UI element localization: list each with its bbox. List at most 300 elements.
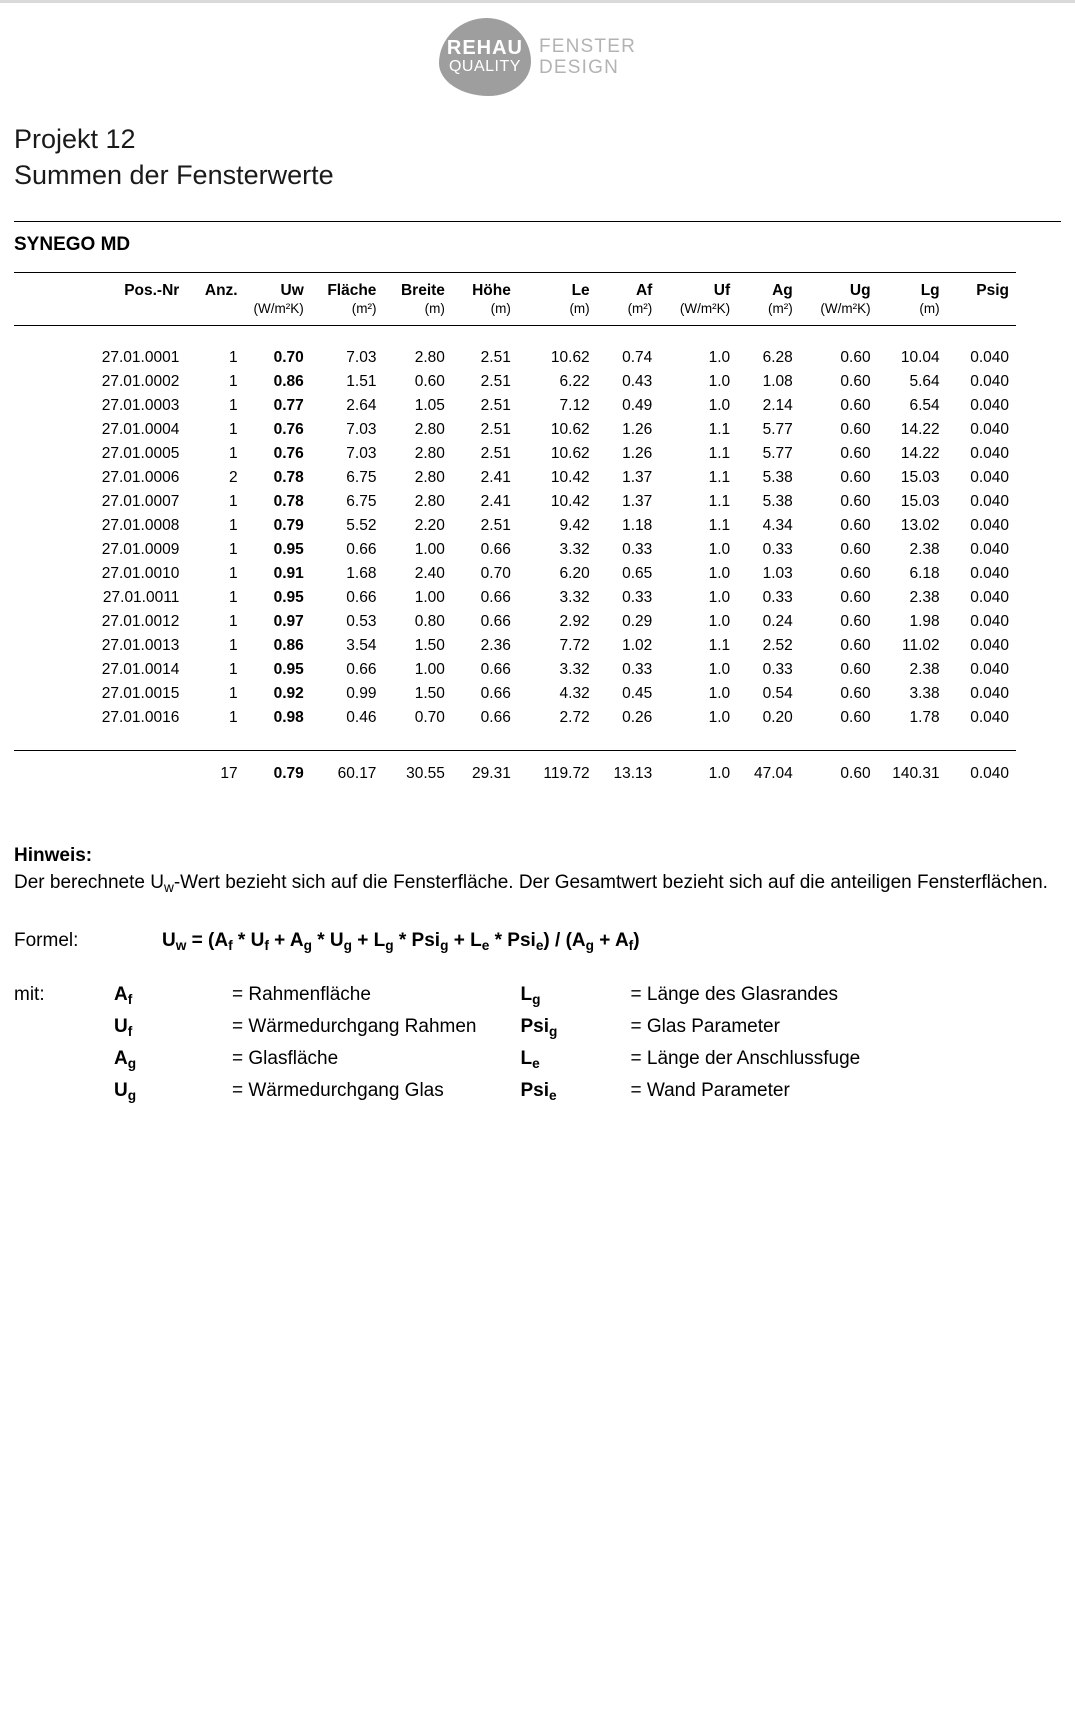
cell-hoehe: 2.41 [480, 469, 511, 486]
cell-ug: 0.60 [840, 685, 871, 702]
cell-hoehe: 0.66 [480, 685, 511, 702]
cell-uw: 0.78 [273, 493, 304, 510]
cell-psig: 0.040 [970, 589, 1009, 606]
cell-uw: 0.79 [273, 517, 304, 534]
cell-flaeche: 0.99 [346, 685, 377, 702]
cell-psig: 0.040 [970, 397, 1009, 414]
hinweis-text-part3: anteiligen Fensterflächen. [830, 872, 1048, 893]
table-row [14, 586, 1016, 610]
cell-psig: 0.040 [970, 613, 1009, 630]
cell-ug: 0.60 [840, 661, 871, 678]
table-body [14, 326, 1016, 787]
cell-ag: 0.54 [762, 685, 793, 702]
cell-le: 6.20 [559, 565, 590, 582]
rehau-logo [0, 3, 1075, 103]
legend-symbol-ag [114, 1045, 232, 1073]
cell-af: 0.33 [622, 541, 653, 558]
logo-quality: QUALITY [448, 58, 521, 75]
cell-pos-nr: 27.01.0007 [101, 493, 180, 510]
cell-psig: 0.040 [970, 493, 1009, 510]
cell-hoehe: 0.70 [480, 565, 511, 582]
cell-flaeche: 7.03 [346, 421, 377, 438]
legend-symbol-ug [114, 1077, 232, 1105]
cell-lg: 2.38 [909, 589, 940, 606]
cell-psig: 0.040 [970, 685, 1009, 702]
cell-af: 0.43 [622, 373, 653, 390]
cell-lg: 15.03 [900, 493, 940, 510]
legend-symbol-sub: f [127, 991, 133, 1007]
cell-ag: 0.33 [762, 661, 793, 678]
cell-ug: 0.60 [840, 709, 871, 726]
unit-af: (m²) [627, 301, 653, 316]
cell-ug: 0.60 [840, 421, 871, 438]
cell-ag: 5.77 [762, 421, 793, 438]
legend-symbol-base: U [114, 1016, 128, 1037]
header-flaeche: Fläche [327, 282, 377, 299]
legend-row [14, 981, 1061, 1105]
total-le: 119.72 [543, 765, 590, 782]
cell-uf: 1.0 [708, 397, 731, 414]
cell-ug: 0.60 [840, 493, 871, 510]
table-row [14, 706, 1016, 730]
logo-word-fenster: FENSTER [538, 36, 637, 57]
cell-anz: 1 [228, 637, 238, 654]
cell-breite: 1.50 [414, 637, 445, 654]
section-title: SYNEGO MD [14, 234, 131, 255]
unit-anz [186, 300, 244, 325]
cell-uf: 1.0 [708, 589, 731, 606]
cell-uf: 1.0 [708, 373, 731, 390]
cell-breite: 2.80 [414, 493, 445, 510]
unit-ag: (m²) [768, 301, 793, 316]
cell-uw: 0.77 [273, 397, 304, 414]
hinweis-text [14, 869, 1061, 897]
cell-lg: 6.18 [909, 565, 940, 582]
header-uf: Uf [713, 282, 731, 299]
cell-af: 1.02 [622, 637, 653, 654]
cell-le: 7.72 [559, 637, 590, 654]
header-hoehe: Höhe [472, 282, 511, 299]
cell-uf: 1.0 [708, 709, 731, 726]
table-row [14, 634, 1016, 658]
formula-expression: $U_w = (A_f * U_f + A_g * U_g + L_g * Psi_g + L_e * Psi_e) / (A_g + A_f)$ [162, 930, 640, 953]
cell-breite: 1.05 [414, 397, 445, 414]
cell-ug: 0.60 [840, 637, 871, 654]
cell-lg: 2.38 [909, 661, 940, 678]
header-lg: Lg [920, 282, 940, 299]
cell-ag: 5.38 [762, 493, 793, 510]
cell-uf: 1.1 [708, 445, 731, 462]
cell-lg: 15.03 [900, 469, 940, 486]
legend-column-right [521, 981, 861, 1105]
legend-symbol-sub: g [127, 1087, 137, 1103]
cell-le: 10.62 [550, 349, 590, 366]
cell-psig: 0.040 [970, 373, 1009, 390]
header-pos-nr: Pos.-Nr [124, 282, 180, 299]
table-row [14, 562, 1016, 586]
cell-breite: 2.20 [414, 517, 445, 534]
cell-le: 10.42 [550, 469, 590, 486]
cell-breite: 0.60 [414, 373, 445, 390]
cell-uf: 1.0 [708, 565, 731, 582]
legend-text-lg: = Länge des Glasrandes [630, 984, 839, 1005]
unit-hoehe: (m) [490, 301, 511, 316]
table-row [14, 442, 1016, 466]
cell-breite: 1.00 [414, 661, 445, 678]
legend-symbol-uf [114, 1013, 232, 1041]
table-row [14, 610, 1016, 634]
cell-psig: 0.040 [970, 637, 1009, 654]
cell-breite: 1.00 [414, 541, 445, 558]
cell-breite: 1.50 [414, 685, 445, 702]
cell-pos-nr: 27.01.0005 [101, 445, 180, 462]
cell-pos-nr: 27.01.0012 [101, 613, 180, 630]
table-spacer [14, 326, 1016, 347]
legend-text-psig: = Glas Parameter [630, 1016, 780, 1037]
cell-uw: 0.91 [273, 565, 304, 582]
legend-symbol-sub: f [127, 1023, 133, 1039]
table-row [14, 466, 1016, 490]
cell-ug: 0.60 [840, 541, 871, 558]
cell-breite: 2.80 [414, 421, 445, 438]
legend-symbol-base: Psi [520, 1016, 550, 1037]
cell-pos-nr: 27.01.0003 [101, 397, 180, 414]
legend-symbol-af [114, 981, 232, 1009]
cell-anz: 1 [228, 709, 238, 726]
table-row [14, 394, 1016, 418]
cell-breite: 1.00 [414, 589, 445, 606]
table-row [14, 658, 1016, 682]
unit-pos-nr [14, 300, 186, 325]
cell-ug: 0.60 [840, 517, 871, 534]
cell-pos-nr: 27.01.0015 [101, 685, 180, 702]
cell-lg: 10.04 [900, 349, 940, 366]
unit-uw: (W/m²K) [253, 301, 304, 316]
cell-ag: 6.28 [762, 349, 793, 366]
total-pos-nr [14, 751, 186, 787]
cell-flaeche: 0.66 [346, 589, 377, 606]
cell-breite: 0.80 [414, 613, 445, 630]
legend-symbol-base: A [114, 984, 128, 1005]
cell-le: 9.42 [559, 517, 590, 534]
header-anz: Anz. [204, 282, 238, 299]
cell-uw: 0.98 [273, 709, 304, 726]
cell-uf: 1.1 [708, 421, 731, 438]
cell-af: 1.37 [622, 469, 653, 486]
table-row [14, 346, 1016, 370]
cell-hoehe: 2.51 [480, 397, 511, 414]
cell-uw: 0.95 [273, 661, 304, 678]
header-af: Af [635, 282, 653, 299]
unit-le: (m) [569, 301, 590, 316]
legend-symbol-base: A [114, 1048, 128, 1069]
cell-uf: 1.1 [708, 637, 731, 654]
header-ug: Ug [849, 282, 871, 299]
cell-uw: 0.70 [273, 349, 304, 366]
table-total-row [14, 751, 1016, 787]
cell-psig: 0.040 [970, 517, 1009, 534]
report-subtitle: Summen der Fensterwerte [14, 160, 334, 190]
cell-flaeche: 7.03 [346, 349, 377, 366]
cell-anz: 1 [228, 397, 238, 414]
cell-af: 0.33 [622, 661, 653, 678]
legend-symbol-lg [521, 981, 631, 1009]
cell-ag: 1.03 [762, 565, 793, 582]
cell-lg: 11.02 [902, 637, 940, 654]
cell-hoehe: 2.51 [480, 349, 511, 366]
total-psig: 0.040 [970, 765, 1009, 782]
cell-flaeche: 1.68 [346, 565, 377, 582]
cell-lg: 6.54 [909, 397, 940, 414]
legend-symbol-base: L [520, 984, 533, 1005]
page-title [0, 103, 1075, 193]
cell-ag: 0.33 [762, 541, 793, 558]
legend-text-ug: = Wärmedurchgang Glas [232, 1080, 444, 1101]
rehau-blob-icon [439, 18, 531, 96]
total-flaeche: 60.17 [337, 765, 377, 782]
header-breite: Breite [400, 282, 445, 299]
cell-uf: 1.0 [708, 541, 731, 558]
cell-flaeche: 2.64 [346, 397, 377, 414]
legend-symbol-sub: g [127, 1055, 137, 1071]
cell-uf: 1.0 [708, 613, 731, 630]
cell-hoehe: 2.36 [480, 637, 511, 654]
cell-anz: 1 [228, 493, 238, 510]
cell-hoehe: 2.51 [480, 517, 511, 534]
total-uf: 1.0 [708, 765, 731, 782]
cell-pos-nr: 27.01.0008 [101, 517, 180, 534]
legend-symbol-sub: e [532, 1055, 540, 1071]
cell-le: 10.62 [550, 445, 590, 462]
cell-hoehe: 2.51 [480, 445, 511, 462]
cell-flaeche: 1.51 [346, 373, 377, 390]
legend-symbol-sub: g [532, 991, 541, 1007]
legend-symbol-sub: e [549, 1087, 557, 1103]
cell-uw: 0.86 [273, 637, 304, 654]
cell-psig: 0.040 [970, 541, 1009, 558]
cell-af: 0.45 [622, 685, 653, 702]
cell-anz: 1 [228, 373, 238, 390]
cell-lg: 2.38 [909, 541, 940, 558]
cell-uw: 0.78 [273, 469, 304, 486]
cell-pos-nr: 27.01.0014 [101, 661, 180, 678]
cell-flaeche: 0.46 [346, 709, 377, 726]
cell-uw: 0.95 [273, 541, 304, 558]
cell-le: 6.22 [559, 373, 590, 390]
cell-lg: 1.78 [909, 709, 940, 726]
total-ug: 0.60 [840, 765, 871, 782]
table-row [14, 682, 1016, 706]
cell-uf: 1.0 [708, 685, 731, 702]
cell-flaeche: 6.75 [346, 493, 377, 510]
table-header-row [14, 279, 1016, 300]
cell-lg: 14.22 [900, 445, 940, 462]
cell-lg: 5.64 [909, 373, 940, 390]
cell-hoehe: 0.66 [480, 589, 511, 606]
legend-symbol-sub: g [549, 1023, 558, 1039]
cell-anz: 1 [228, 685, 238, 702]
cell-hoehe: 0.66 [480, 661, 511, 678]
cell-le: 2.92 [559, 613, 590, 630]
project-title: Projekt 12 [14, 124, 136, 154]
cell-ag: 0.20 [762, 709, 793, 726]
cell-le: 3.32 [559, 541, 590, 558]
total-hoehe: 29.31 [472, 765, 511, 782]
table-spacer [14, 730, 1016, 750]
unit-breite: (m) [424, 301, 445, 316]
unit-ug: (W/m²K) [820, 301, 871, 316]
cell-psig: 0.040 [970, 349, 1009, 366]
hinweis-label: Hinweis: [14, 845, 93, 866]
cell-flaeche: 5.52 [346, 517, 377, 534]
cell-af: 1.26 [622, 445, 653, 462]
cell-anz: 1 [228, 541, 238, 558]
cell-breite: 2.40 [414, 565, 445, 582]
cell-psig: 0.040 [970, 661, 1009, 678]
cell-psig: 0.040 [970, 565, 1009, 582]
total-breite: 30.55 [406, 765, 445, 782]
hinweis-text-part2: -Wert bezieht sich auf die Fensterfläche. Der Gesamtwert bezieht sich auf die [173, 872, 826, 893]
cell-ug: 0.60 [840, 613, 871, 630]
cell-af: 1.37 [622, 493, 653, 510]
legend-text-le: = Länge der Anschlussfuge [630, 1048, 861, 1069]
formula-label: Formel: [14, 930, 79, 951]
cell-le: 3.32 [559, 661, 590, 678]
cell-breite: 2.80 [414, 445, 445, 462]
cell-anz: 1 [228, 421, 238, 438]
cell-uw: 0.92 [273, 685, 304, 702]
notes-section [14, 842, 1061, 1105]
legend-symbol-base: U [114, 1080, 128, 1101]
cell-breite: 2.80 [414, 469, 445, 486]
cell-uw: 0.76 [273, 421, 304, 438]
cell-ag: 2.14 [762, 397, 793, 414]
cell-uw: 0.76 [273, 445, 304, 462]
unit-psig [947, 300, 1016, 325]
cell-flaeche: 0.53 [346, 613, 377, 630]
total-anz: 17 [220, 765, 238, 782]
cell-flaeche: 0.66 [346, 541, 377, 558]
table-units-row [14, 300, 1016, 325]
cell-hoehe: 0.66 [480, 709, 511, 726]
cell-af: 1.18 [622, 517, 653, 534]
cell-flaeche: 6.75 [346, 469, 377, 486]
cell-pos-nr: 27.01.0016 [101, 709, 180, 726]
cell-le: 3.32 [559, 589, 590, 606]
header-le: Le [571, 282, 590, 299]
cell-anz: 1 [228, 613, 238, 630]
cell-lg: 14.22 [900, 421, 940, 438]
cell-psig: 0.040 [970, 421, 1009, 438]
cell-uf: 1.1 [708, 517, 731, 534]
cell-pos-nr: 27.01.0013 [101, 637, 180, 654]
cell-ag: 0.33 [762, 589, 793, 606]
legend-column-left [114, 981, 477, 1105]
cell-flaeche: 7.03 [346, 445, 377, 462]
cell-pos-nr: 27.01.0004 [101, 421, 180, 438]
legend-symbol-base: Psi [520, 1080, 550, 1101]
cell-ug: 0.60 [840, 469, 871, 486]
cell-hoehe: 2.51 [480, 373, 511, 390]
legend-text-psie: = Wand Parameter [630, 1080, 790, 1101]
cell-uw: 0.95 [273, 589, 304, 606]
unit-lg: (m) [919, 301, 940, 316]
hinweis-text-part1: Der berechnete U [14, 872, 164, 893]
cell-pos-nr: 27.01.0011 [102, 589, 180, 606]
table-row [14, 514, 1016, 538]
cell-anz: 1 [228, 661, 238, 678]
cell-ug: 0.60 [840, 589, 871, 606]
cell-af: 0.65 [622, 565, 653, 582]
cell-af: 0.74 [622, 349, 653, 366]
cell-ag: 2.52 [762, 637, 793, 654]
cell-pos-nr: 27.01.0009 [101, 541, 180, 558]
formula-row [14, 927, 1061, 955]
cell-hoehe: 2.41 [480, 493, 511, 510]
cell-ug: 0.60 [840, 373, 871, 390]
cell-lg: 13.02 [900, 517, 940, 534]
cell-ug: 0.60 [840, 349, 871, 366]
cell-flaeche: 0.66 [346, 661, 377, 678]
cell-af: 1.26 [622, 421, 653, 438]
cell-anz: 1 [228, 349, 238, 366]
cell-le: 2.72 [559, 709, 590, 726]
legend-text-af: = Rahmenfläche [232, 984, 371, 1005]
cell-uf: 1.1 [708, 493, 731, 510]
legend-symbol-psig [521, 1013, 631, 1041]
cell-af: 0.29 [622, 613, 653, 630]
cell-breite: 0.70 [414, 709, 445, 726]
window-values-table [14, 272, 1016, 786]
cell-flaeche: 3.54 [346, 637, 377, 654]
cell-ag: 5.77 [762, 445, 793, 462]
table-row [14, 538, 1016, 562]
legend-text-uf: = Wärmedurchgang Rahmen [232, 1016, 477, 1037]
cell-lg: 3.38 [909, 685, 940, 702]
total-ag: 47.04 [753, 765, 793, 782]
legend-symbol-psie [521, 1077, 631, 1105]
table-row [14, 490, 1016, 514]
cell-ag: 1.08 [762, 373, 793, 390]
cell-af: 0.26 [622, 709, 653, 726]
unit-uf: (W/m²K) [679, 301, 731, 316]
header-psig: Psig [976, 282, 1009, 299]
cell-lg: 1.98 [909, 613, 940, 630]
cell-uw: 0.97 [273, 613, 304, 630]
table-row [14, 370, 1016, 394]
cell-le: 10.42 [550, 493, 590, 510]
cell-uf: 1.0 [708, 349, 731, 366]
total-lg: 140.31 [892, 765, 940, 782]
cell-uf: 1.0 [708, 661, 731, 678]
cell-le: 7.12 [559, 397, 590, 414]
legend-text-ag: = Glasfläche [232, 1048, 339, 1069]
hinweis-subscript: w [163, 879, 174, 895]
legend-symbol-le [521, 1045, 631, 1073]
cell-pos-nr: 27.01.0006 [101, 469, 180, 486]
cell-psig: 0.040 [970, 445, 1009, 462]
cell-pos-nr: 27.01.0001 [101, 349, 180, 366]
cell-anz: 1 [228, 517, 238, 534]
table-row [14, 418, 1016, 442]
cell-uw: 0.86 [273, 373, 304, 390]
total-uw: 0.79 [273, 765, 304, 782]
cell-ag: 0.24 [762, 613, 793, 630]
unit-flaeche: (m²) [351, 301, 377, 316]
cell-pos-nr: 27.01.0010 [101, 565, 180, 582]
cell-ag: 4.34 [762, 517, 793, 534]
cell-anz: 2 [228, 469, 238, 486]
